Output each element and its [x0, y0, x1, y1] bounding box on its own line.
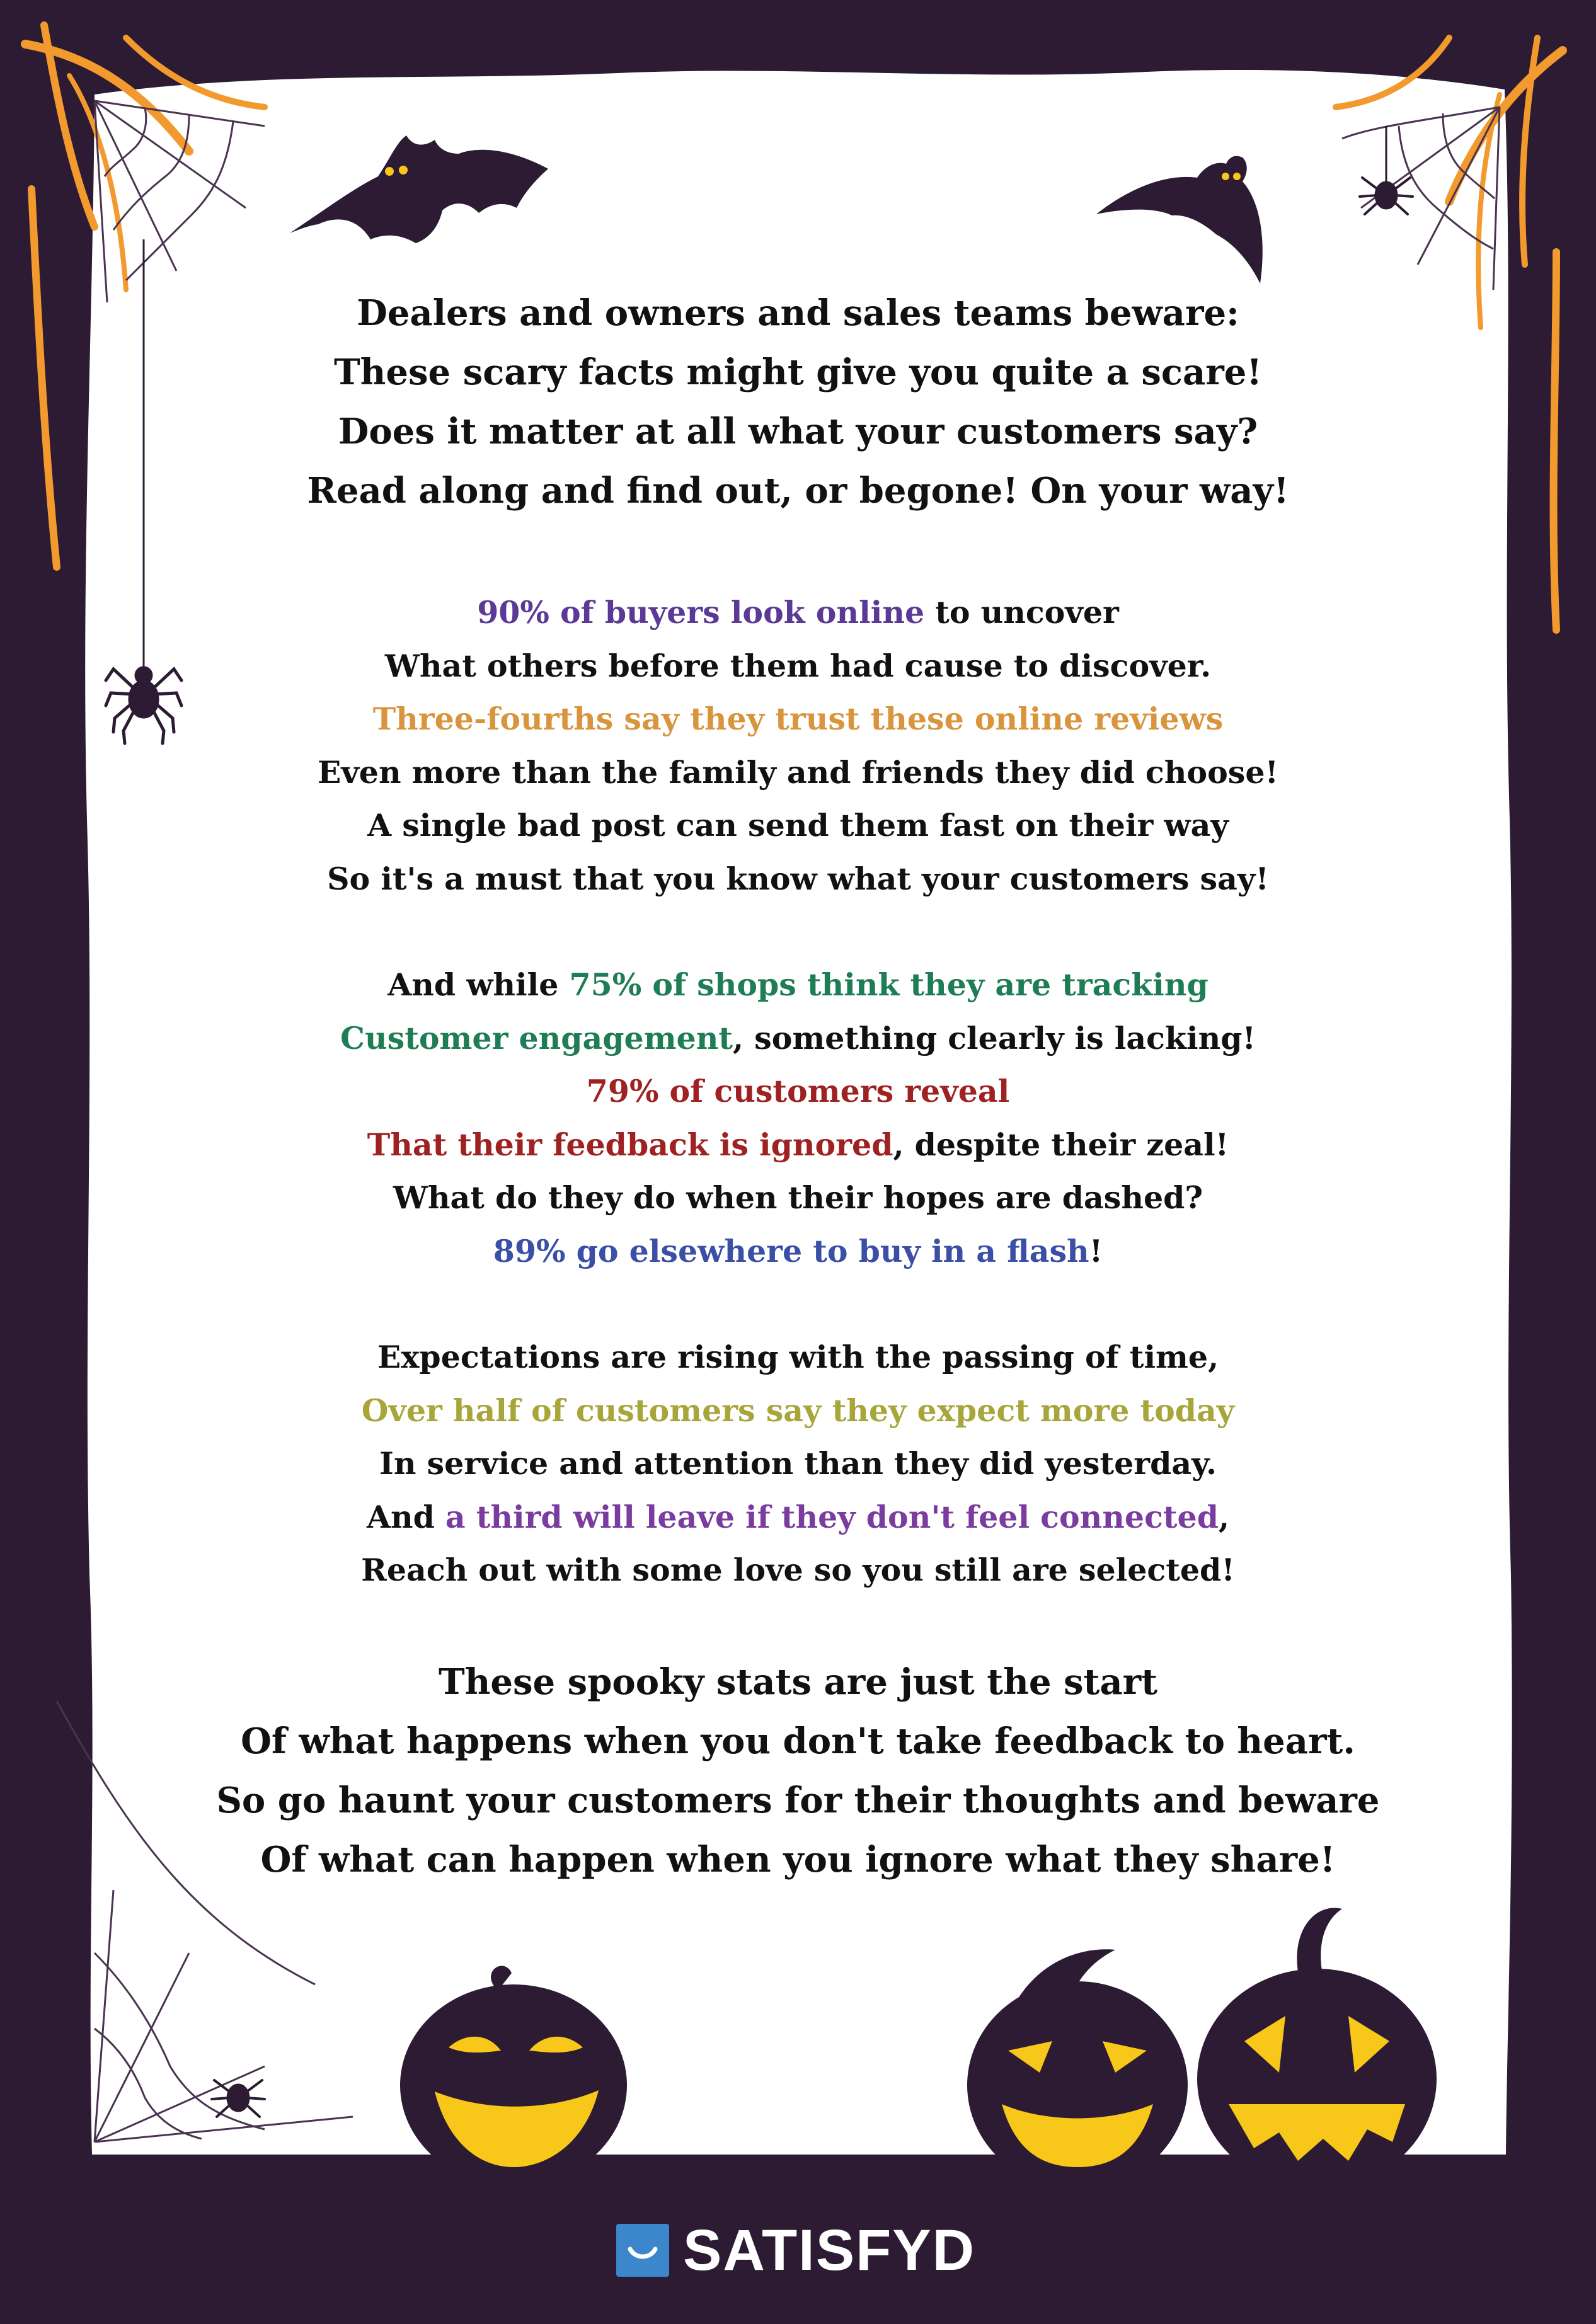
stanza1-line-2: What others before them had cause to discover.	[384, 647, 1212, 684]
stanza2-line-5: What do they do when their hopes are dashed?	[393, 1179, 1203, 1216]
stanza2-line-3: 79% of customers reveal	[586, 1073, 1010, 1109]
stanza3-line-5: Reach out with some love so you still are selected!	[361, 1552, 1235, 1588]
line-text: , despite their zeal!	[893, 1126, 1229, 1163]
stat-highlight: a third will leave if they don't feel connected	[445, 1498, 1219, 1535]
stat-highlight: 90% of buyers look online	[477, 594, 925, 631]
outro-line-2: Of what happens when you don't take feedback to heart.	[241, 1720, 1355, 1762]
intro-stanza	[101, 283, 1495, 520]
stanza1-line-3: Three-fourths say they trust these online reviews	[372, 701, 1224, 737]
stanza2-line-4	[101, 1118, 1495, 1172]
stanza3-line-2: Over half of customers say they expect more today	[361, 1392, 1235, 1429]
stanza-1	[101, 586, 1495, 905]
smile-icon	[616, 2224, 669, 2277]
stanza-3	[101, 1331, 1495, 1597]
intro-line-4: Read along and find out, or begone! On your way!	[307, 470, 1289, 512]
line-text: !	[1089, 1232, 1103, 1269]
stat-highlight: 89% go elsewhere to buy in a flash	[493, 1232, 1089, 1269]
intro-line-3: Does it matter at all what your customers say?	[338, 411, 1258, 452]
stanza2-line-6	[101, 1225, 1495, 1278]
stanza3-line-3: In service and attention than they did yesterday.	[379, 1445, 1217, 1482]
outro-line-4: Of what can happen when you ignore what they share!	[260, 1838, 1336, 1880]
logo-wordmark: SATISFYD	[683, 2218, 976, 2282]
intro-line-1: Dealers and owners and sales teams beware:	[357, 292, 1239, 334]
line-text: , something clearly is lacking!	[732, 1019, 1256, 1056]
stat-highlight: 75% of shops think they are tracking	[569, 966, 1208, 1003]
smile-logo-icon	[616, 2224, 669, 2277]
stat-highlight: That their feedback is ignored	[367, 1126, 893, 1163]
outro-stanza	[101, 1652, 1495, 1889]
line-text: ,	[1219, 1498, 1230, 1535]
stanza1-line-5: A single bad post can send them fast on their way	[367, 807, 1229, 844]
brand-logo	[616, 2219, 975, 2282]
outro-line-3: So go haunt your customers for their thoughts and beware	[216, 1779, 1380, 1821]
stanza-2	[101, 958, 1495, 1278]
stanza1-line-1	[101, 586, 1495, 639]
line-text: And	[366, 1498, 445, 1535]
line-text: And while	[388, 966, 570, 1003]
intro-line-2: These scary facts might give you quite a scare!	[334, 352, 1262, 393]
stanza1-line-4: Even more than the family and friends they did choose!	[317, 753, 1279, 791]
line-text: to uncover	[924, 594, 1119, 631]
stanza2-line-1	[101, 958, 1495, 1012]
poem	[101, 283, 1495, 1889]
stanza3-line-1: Expectations are rising with the passing of time,	[377, 1339, 1219, 1375]
stanza2-line-2	[101, 1012, 1495, 1065]
outro-line-1: These spooky stats are just the start	[439, 1661, 1157, 1703]
stanza1-line-6: So it's a must that you know what your customers say!	[327, 860, 1269, 897]
stat-highlight: Customer engagement	[340, 1019, 733, 1056]
stanza3-line-4	[101, 1491, 1495, 1544]
